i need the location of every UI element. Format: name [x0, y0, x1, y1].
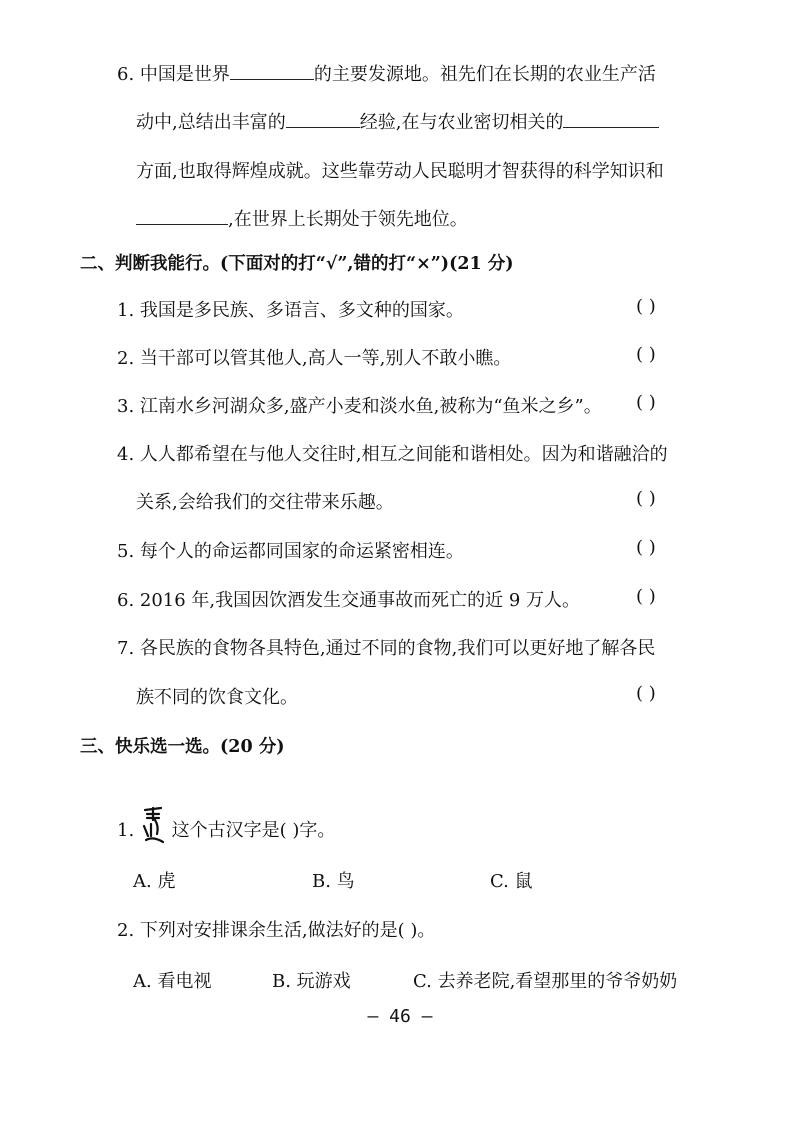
choice-q2-option-c[interactable]: C. 去养老院,看望那里的爷爷奶奶	[413, 971, 678, 992]
judge-item-7-line-2: 族不同的饮食文化。	[136, 687, 298, 708]
judge-item-7-line-1: 7. 各民族的食物各具特色,通过不同的食物,我们可以更好地了解各民	[117, 638, 656, 659]
page-number: — 46 —	[367, 1006, 433, 1027]
choice-q2-option-a[interactable]: A. 看电视	[133, 971, 212, 992]
q6-text-4: ,在世界上长期处于领先地位。	[228, 209, 468, 230]
answer-paren[interactable]: ( )	[636, 488, 656, 509]
section3-heading: 三、快乐选一选。(20 分)	[80, 737, 285, 757]
answer-paren[interactable]: ( )	[636, 296, 656, 317]
answer-blank[interactable]	[136, 206, 228, 225]
choice-q1	[117, 806, 335, 844]
q6-text-2b: 经验,在与农业密切相关的	[359, 112, 564, 133]
q6-line-1	[117, 60, 656, 86]
q6-text-3: 方面,也取得辉煌成就。这些靠劳动人民聪明才智获得的科学知识和	[136, 161, 664, 182]
judge-item-4-line-2: 关系,会给我们的交往带来乐趣。	[136, 492, 394, 513]
q6-text-1b: 的主要发源地。祖先们在长期的农业生产活	[313, 64, 656, 85]
judge-item-1: 1. 我国是多民族、多语言、多文种的国家。	[117, 300, 464, 321]
answer-paren[interactable]: ( )	[636, 537, 656, 558]
choice-q1-number: 1.	[117, 820, 135, 841]
choice-q2-option-b[interactable]: B. 玩游戏	[272, 971, 351, 992]
answer-paren[interactable]: ( )	[636, 586, 656, 607]
section2-heading: 二、判断我能行。(下面对的打“√”,错的打“×”)(21 分)	[80, 254, 514, 274]
choice-q1-option-a[interactable]: A. 虎	[133, 871, 176, 892]
choice-q2: 2. 下列对安排课余生活,做法好的是( )。	[117, 920, 436, 941]
answer-blank[interactable]	[563, 109, 659, 128]
judge-item-5: 5. 每个人的命运都同国家的命运紧密相连。	[117, 541, 464, 562]
q6-text-2a: 动中,总结出丰富的	[136, 112, 286, 133]
answer-paren[interactable]: ( )	[636, 344, 656, 365]
q6-line-4	[136, 205, 468, 231]
ancient-character-icon	[141, 806, 165, 844]
judge-item-6: 6. 2016 年,我国因饮酒发生交通事故而死亡的近 9 万人。	[117, 590, 581, 611]
judge-item-4-line-1: 4. 人人都希望在与他人交往时,相互之间能和谐相处。因为和谐融洽的	[117, 444, 668, 465]
choice-q1-text: 这个古汉字是( )字。	[171, 820, 336, 841]
judge-item-2: 2. 当干部可以管其他人,高人一等,别人不敢小瞧。	[117, 348, 512, 369]
choice-q1-option-c[interactable]: C. 鼠	[490, 871, 533, 892]
answer-paren[interactable]: ( )	[636, 683, 656, 704]
answer-blank[interactable]	[286, 109, 360, 128]
q6-line-3	[136, 157, 664, 183]
choice-q1-option-b[interactable]: B. 鸟	[312, 871, 355, 892]
answer-blank[interactable]	[230, 61, 314, 80]
answer-paren[interactable]: ( )	[636, 392, 656, 413]
q6-text-1a: 6. 中国是世界	[117, 64, 230, 85]
judge-item-3: 3. 江南水乡河湖众多,盛产小麦和淡水鱼,被称为“鱼米之乡”。	[117, 396, 602, 417]
q6-line-2	[136, 108, 659, 134]
